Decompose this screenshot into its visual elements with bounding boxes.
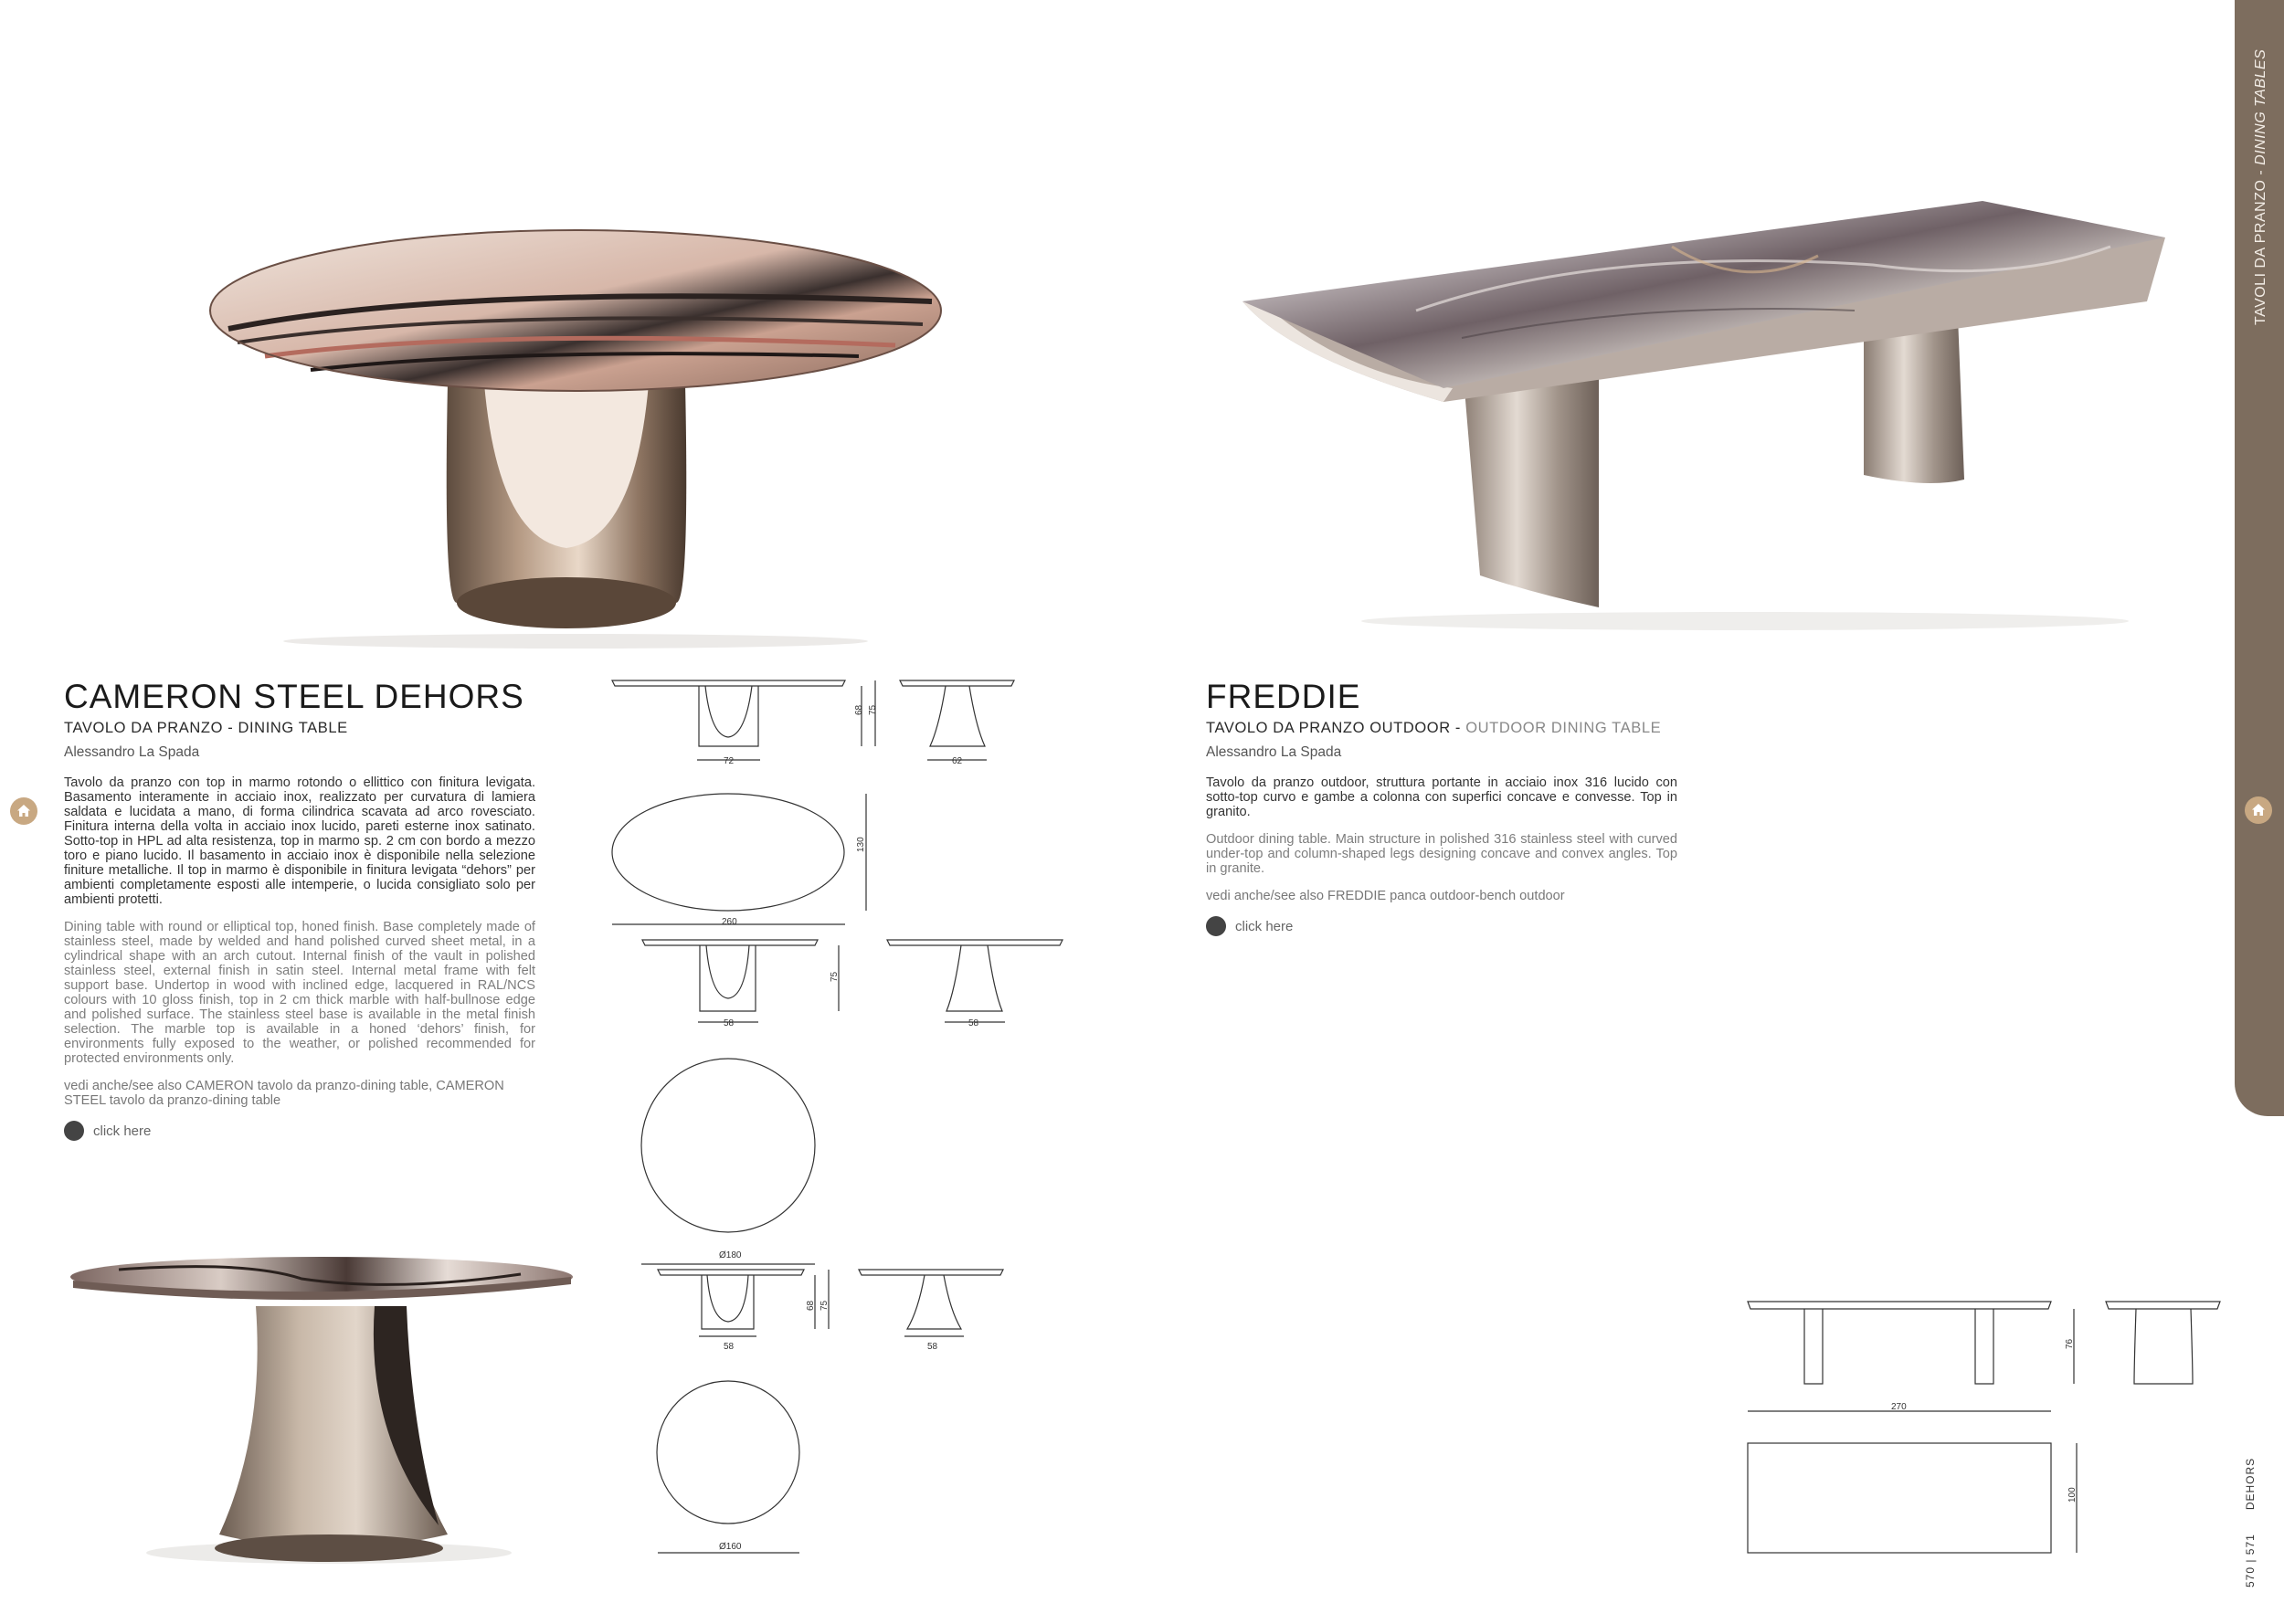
description-english: Outdoor dining table. Main structure in polished 316 stainless steel with curved under-top and column-shaped legs designing concave and convex angles. Top in granite. (1206, 832, 1677, 876)
round160-width-dim: 58 (724, 1342, 735, 1352)
cameron-round-photo (64, 1251, 585, 1571)
description-english: Dining table with round or elliptical top, honed finish. Base completely made of stainless steel, made by welded and hand polished curved sheet metal, in a cylindrical shape with an arch cutout. Internal finish of the vault in polished stainless steel, external finish in satin steel. Internal metal frame with felt support base. Undertop in wood with inclined edge, lacquered in RAL/NCS colours with 10 gloss finish, top in 2 cm thick marble with half-bullnose edge and polished surface. The stainless steel base is available in the metal finish selection. The marble top is available in a honed ‘dehors’ finish, for environments fully exposed to the weather, or polished recommended for protected environments only. (64, 920, 535, 1066)
round180-diameter-dim: Ø180 (719, 1250, 742, 1260)
home-icon (16, 803, 32, 819)
product-subtitle (1206, 720, 1677, 737)
home-icon (2250, 802, 2267, 818)
round160-diameter-dim: Ø160 (719, 1542, 742, 1552)
cameron-oval-photo (183, 219, 968, 649)
subtitle-italian: TAVOLO DA PRANZO OUTDOOR - (1206, 720, 1466, 736)
section-name: DEHORS (2244, 1457, 2257, 1511)
subtitle-english: OUTDOOR DINING TABLE (1465, 720, 1662, 736)
round160-height-dim: 75 (819, 1300, 830, 1311)
oval-depth-dim: 62 (952, 756, 963, 766)
round180-depth-dim: 58 (968, 1018, 979, 1028)
oval-height2-dim: 68 (854, 704, 864, 715)
description-italian: Tavolo da pranzo con top in marmo rotondo o ellittico con finitura levigata. Basamento interamente in acciaio inox, realizzato per curvatura di lamiera saldata e lucidata a mano, di forma cilindrica scavata ad arco rovesciato. Finitura interna della volta in acciaio inox lucido, pareti esterne inox satinato. Sotto-top in HPL ad alta resistenza, top in marmo sp. 2 cm con bordo a mezzo toro e piano lucido. Il basamento in acciaio inox è disponibile nella selezione finiture metalliche. Il top in marmo è disponibile in finitura levigata “dehors” per ambienti completamente esposti alle intemperie, o lucida consigliato solo per ambienti protetti. (64, 775, 535, 907)
see-also-text: vedi anche/see also FREDDIE panca outdoor-bench outdoor (1206, 889, 1565, 903)
product-designer: Alessandro La Spada (64, 744, 200, 760)
see-also-text: vedi anche/see also CAMERON tavolo da pranzo-dining table, CAMERON STEEL tavolo da pranzo-dining table (64, 1079, 504, 1108)
freddie-photo (1233, 192, 2184, 649)
technical-drawings (603, 671, 1078, 1585)
category-italian: TAVOLI DA PRANZO - (2253, 164, 2268, 325)
freddie-height-dim: 76 (2065, 1338, 2075, 1349)
oval-height-dim: 75 (868, 704, 878, 715)
freddie-technical-drawings (1736, 1292, 2229, 1566)
page-numbers: 570 | 571 (2244, 1534, 2257, 1587)
home-button-right[interactable] (2245, 796, 2272, 824)
round160-height2-dim: 68 (806, 1300, 816, 1311)
right-product-info (1206, 678, 1677, 936)
page-footer (2244, 1458, 2257, 1587)
product-designer: Alessandro La Spada (1206, 744, 1342, 760)
freddie-length-dim: 270 (1891, 1402, 1907, 1412)
click-here-label: click here (1235, 918, 1294, 934)
round160-depth-dim: 58 (927, 1342, 938, 1352)
category-label (2253, 49, 2269, 325)
description-italian: Tavolo da pranzo outdoor, struttura portante in acciaio inox 316 lucido con sotto-top curvo e gambe a colonna con superfici concave e convesse. Top in granito. (1206, 775, 1677, 819)
home-button-left[interactable] (10, 797, 37, 825)
product-title: CAMERON STEEL DEHORS (64, 678, 524, 715)
oval-width2-dim: 130 (856, 837, 866, 852)
freddie-width-dim: 100 (2067, 1487, 2078, 1503)
round180-width-dim: 58 (724, 1018, 735, 1028)
round180-height-dim: 75 (830, 971, 840, 982)
click-here-link[interactable] (1206, 916, 1677, 936)
category-english: DINING TABLES (2253, 48, 2268, 165)
product-title: FREDDIE (1206, 678, 1361, 715)
oval-length-dim: 260 (722, 917, 737, 927)
product-subtitle: TAVOLO DA PRANZO - DINING TABLE (64, 720, 348, 736)
bullet-dot-icon (1206, 916, 1226, 936)
click-here-link[interactable] (64, 1121, 535, 1141)
bullet-dot-icon (64, 1121, 84, 1141)
left-product-info (64, 678, 535, 1141)
click-here-label: click here (93, 1123, 152, 1139)
oval-width-dim: 72 (724, 756, 735, 766)
